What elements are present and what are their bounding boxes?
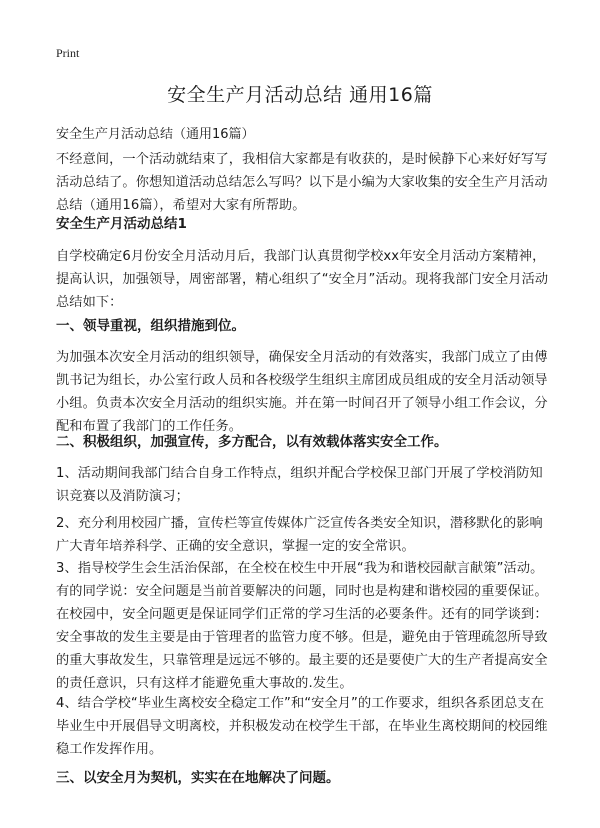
section-heading: 安全生产月活动总结1 — [56, 216, 187, 232]
heading-leadership: 一、领导重视，组织措施到位。 — [56, 318, 245, 334]
intro-paragraph: 不经意间，一个活动就结束了，我相信大家都是有收获的，是时候静下心来好好写写活动总结了。你想知道活动总结怎么写吗？以下是小编为大家收集的安全生产月活动总结（通用16篇），希望对大家有所帮助。 — [56, 152, 548, 213]
document-title: 安全生产月活动总结 通用16篇 — [167, 84, 433, 106]
heading-problem-solving: 三、以安全月为契机，实实在在地解决了问题。 — [56, 770, 340, 786]
paragraph-item-2: 2、充分利用校园广播，宣传栏等宣传媒体广泛宣传各类安全知识，潜移默化的影响广大青年培养科学、正确的安全意识，掌握一定的安全常识。 — [56, 516, 543, 554]
paragraph-item-4: 4、结合学校“毕业生离校安全稳定工作”和“安全月”的工作要求，组织各系团总支在毕业生中开展倡导文明离校，并积极发动在校学生干部，在毕业生离校期间的校园维稳工作发挥作用。 — [56, 696, 548, 757]
document-subtitle: 安全生产月活动总结（通用16篇） — [56, 127, 255, 142]
heading-organization: 二、积极组织，加强宣传，多方配合，以有效载体落实安全工作。 — [56, 434, 448, 450]
paragraph-item-1: 1、活动期间我部门结合自身工作特点，组织并配合学校保卫部门开展了学校消防知识竞赛以及消防演习； — [56, 466, 543, 504]
print-label[interactable]: Print — [56, 46, 80, 60]
paragraph-leadership: 为加强本次安全月活动的组织领导，确保安全月活动的有效落实，我部门成立了由傅凯书记为组长，办公室行政人员和各校级学生组织主席团成员组成的安全月活动领导小组。负责本次安全月活动的组织实施。并在第一时间召开了领导小组工作会议，分配和布置了我部门的工作任务。 — [56, 350, 548, 434]
paragraph-opening: 自学校确定6月份安全月活动月后，我部门认真贯彻学校xx年安全月活动方案精神，提高认识，加强领导，周密部署，精心组织了“安全月”活动。现将我部门安全月活动总结如下： — [56, 249, 549, 310]
paragraph-item-3: 3、指导校学生会生活治保部，在全校在校生中开展“我为和谐校园献言献策”活动。有的同学说：安全问题是当前首要解决的问题，同时也是构建和谐校园的重要保证。在校园中，安全问题更是保证同学们正常的学习生活的必要条件。还有的同学谈到：安全事故的发生主要是由于管理者的监管力度不够。但是，避免由于管理疏忽所导致的重大事故发生，只靠管理是远远不够的。最主要的还是要使广大的生产者提高安全的责任意识，只有这样才能避免重大事故的.发生。 — [56, 561, 548, 691]
